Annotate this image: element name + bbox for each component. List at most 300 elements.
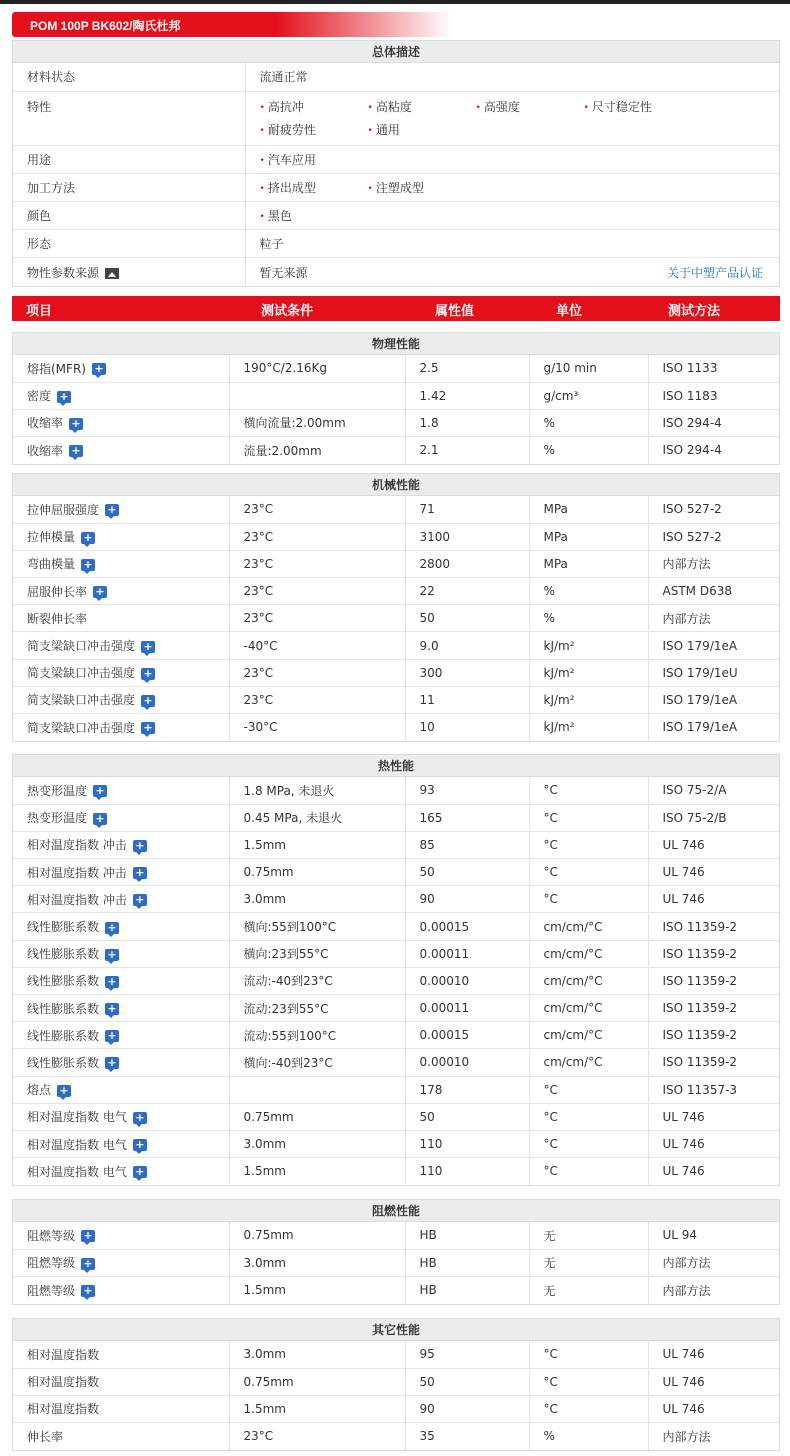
test-condition-cell (229, 1341, 405, 1368)
section-header: 机械性能 (13, 474, 779, 496)
property-value: HB (419, 1255, 437, 1270)
test-condition: 1.5mm (243, 1164, 286, 1179)
property-value: 71 (419, 502, 435, 517)
property-value-cell (405, 1103, 529, 1130)
test-condition: 0.45 MPa, 未退火 (243, 811, 343, 826)
unit: g/10 min (543, 361, 597, 376)
test-method-cell (648, 1158, 779, 1185)
property-section (12, 1318, 780, 1451)
feature-list (245, 91, 779, 145)
unit: 无 (543, 1228, 556, 1243)
test-method: ISO 294-4 (662, 443, 722, 458)
unit: kJ/m² (543, 720, 575, 735)
bullet-item: • 尺寸稳定性 (584, 98, 692, 115)
item-name-cell (13, 1076, 229, 1103)
add-comment-icon[interactable]: + (81, 1230, 95, 1242)
test-condition-cell (229, 1222, 405, 1249)
unit: % (543, 1429, 555, 1444)
item-name-cell (13, 1249, 229, 1276)
property-value-cell (405, 605, 529, 632)
table-row (13, 1276, 779, 1303)
table-row (13, 1158, 779, 1185)
item-name: 简支梁缺口冲击强度 (27, 720, 136, 735)
item-name: 屈服伸长率 (27, 584, 88, 599)
test-method-cell (648, 804, 779, 831)
test-condition-cell (229, 1423, 405, 1450)
unit: % (543, 584, 555, 599)
unit: cm/cm/°C (543, 919, 603, 934)
bullet-item: • 高粘度 (368, 98, 476, 115)
unit-cell (529, 859, 648, 886)
test-method: UL 746 (662, 865, 705, 880)
test-condition: 横向:23到55°C (243, 947, 329, 962)
item-name: 弯曲模量 (27, 557, 76, 572)
table-row (13, 437, 779, 464)
add-comment-icon[interactable]: + (105, 922, 119, 934)
test-condition: 0.75mm (243, 865, 294, 880)
unit-cell (529, 659, 648, 686)
property-value: 93 (419, 783, 435, 798)
row-label: 特性 (13, 91, 245, 145)
unit: °C (543, 1374, 558, 1389)
add-comment-icon[interactable]: + (93, 586, 107, 598)
test-method: ISO 11359-2 (662, 946, 738, 961)
certification-link[interactable]: 关于中塑产品认证 (666, 265, 763, 280)
property-value: 178 (419, 1082, 443, 1097)
table-row (13, 1341, 779, 1368)
test-condition-cell (229, 605, 405, 632)
unit-cell (529, 409, 648, 436)
unit-cell (529, 1130, 648, 1157)
item-name-cell (13, 1368, 229, 1395)
item-name-cell (13, 1022, 229, 1049)
test-condition-cell (229, 578, 405, 605)
add-comment-icon[interactable]: + (133, 867, 147, 879)
row-value (245, 202, 779, 230)
item-name: 熔指(MFR) (27, 361, 86, 376)
item-name-cell (13, 1276, 229, 1303)
test-method: ISO 75-2/B (662, 810, 727, 825)
item-name: 简支梁缺口冲击强度 (27, 639, 136, 654)
test-condition-cell (229, 831, 405, 858)
table-row (13, 496, 779, 523)
test-condition-cell (229, 1395, 405, 1422)
property-value: 50 (419, 1109, 435, 1124)
row-value (245, 258, 779, 286)
test-method: 内部方法 (662, 1429, 711, 1444)
item-name-cell (13, 995, 229, 1022)
test-method: UL 746 (662, 892, 705, 907)
test-method-cell (648, 1395, 779, 1422)
property-value-cell (405, 686, 529, 713)
test-condition: 23°C (243, 584, 274, 599)
test-condition: 1.8 MPa, 未退火 (243, 783, 335, 798)
add-comment-icon[interactable]: + (133, 1112, 147, 1124)
item-name: 相对温度指数 (27, 1375, 100, 1390)
property-value-cell (405, 714, 529, 741)
add-comment-icon[interactable]: + (105, 1003, 119, 1015)
test-condition-cell (229, 409, 405, 436)
table-row (13, 1368, 779, 1395)
test-method-cell (648, 886, 779, 913)
item-name-cell (13, 1341, 229, 1368)
test-condition-cell (229, 886, 405, 913)
test-method: ISO 11359-2 (662, 1055, 738, 1070)
unit: °C (543, 1109, 558, 1124)
table-row (13, 714, 779, 741)
add-comment-icon[interactable]: + (57, 391, 71, 403)
test-condition-cell (229, 1130, 405, 1157)
unit: °C (543, 783, 558, 798)
unit: g/cm³ (543, 388, 579, 403)
add-comment-icon[interactable]: + (93, 813, 107, 825)
property-value: 0.00011 (419, 946, 470, 961)
property-value: 11 (419, 692, 435, 707)
add-comment-icon[interactable]: + (105, 1030, 119, 1042)
image-icon[interactable] (105, 268, 119, 279)
property-value-cell (405, 382, 529, 409)
property-value: 50 (419, 611, 435, 626)
table-row (13, 967, 779, 994)
property-value: 2.5 (419, 361, 439, 376)
unit: % (543, 611, 555, 626)
test-condition-cell (229, 1158, 405, 1185)
table-row (13, 1249, 779, 1276)
unit-cell (529, 777, 648, 804)
table-row (13, 409, 779, 436)
item-name: 线性膨胀系数 (27, 1028, 100, 1043)
item-name-cell (13, 859, 229, 886)
unit: 无 (543, 1283, 556, 1298)
property-value-cell (405, 578, 529, 605)
add-comment-icon[interactable]: + (105, 976, 119, 988)
item-name-cell (13, 913, 229, 940)
test-condition: 190°C/2.16Kg (243, 361, 328, 376)
property-value: 85 (419, 837, 435, 852)
property-value-cell (405, 1222, 529, 1249)
property-value-cell (405, 1049, 529, 1076)
test-condition-cell (229, 496, 405, 523)
add-comment-icon[interactable]: + (105, 504, 119, 516)
property-value: 1.42 (419, 388, 447, 403)
add-comment-icon[interactable]: + (141, 722, 155, 734)
row-value: 粒子 (245, 230, 779, 258)
item-name: 伸长率 (27, 1429, 64, 1444)
add-comment-icon[interactable]: + (81, 559, 95, 571)
item-name: 热变形温度 (27, 783, 88, 798)
test-method-cell (648, 1341, 779, 1368)
table-row (13, 230, 779, 258)
table-row (13, 1395, 779, 1422)
row-label (13, 258, 245, 286)
item-name-cell (13, 831, 229, 858)
test-condition-cell (229, 1022, 405, 1049)
test-condition-cell (229, 913, 405, 940)
property-value: 22 (419, 584, 435, 599)
test-condition: 23°C (243, 1429, 274, 1444)
test-condition: -30°C (243, 720, 278, 735)
test-condition-cell (229, 995, 405, 1022)
bullet-item: • 高抗冲 (260, 98, 368, 115)
add-comment-icon[interactable]: + (69, 445, 83, 457)
unit: MPa (543, 556, 568, 571)
item-name-cell (13, 804, 229, 831)
property-value: 50 (419, 865, 435, 880)
unit: 无 (543, 1256, 556, 1271)
item-name-cell (13, 686, 229, 713)
item-name: 熔点 (27, 1083, 52, 1098)
test-method-cell (648, 437, 779, 464)
add-comment-icon[interactable]: + (81, 1285, 95, 1297)
property-value: 300 (419, 665, 443, 680)
add-comment-icon[interactable]: + (141, 641, 155, 653)
property-value: 0.00015 (419, 1028, 470, 1043)
item-name-cell (13, 1222, 229, 1249)
test-method: ISO 179/1eA (662, 720, 738, 735)
test-method-cell (648, 1076, 779, 1103)
table-row (13, 1222, 779, 1249)
property-value: 0.00010 (419, 973, 470, 988)
item-name-cell (13, 967, 229, 994)
test-method: UL 746 (662, 1164, 705, 1179)
add-comment-icon[interactable]: + (105, 949, 119, 961)
property-value: 0.00015 (419, 919, 470, 934)
unit: °C (543, 1401, 558, 1416)
test-condition: 1.5mm (243, 1401, 286, 1416)
test-method-cell (648, 1103, 779, 1130)
unit-cell (529, 1103, 648, 1130)
add-comment-icon[interactable]: + (133, 894, 147, 906)
unit-cell (529, 496, 648, 523)
item-name-cell (13, 437, 229, 464)
unit-cell (529, 913, 648, 940)
add-comment-icon[interactable]: + (93, 785, 107, 797)
item-name: 相对温度指数 电气 (27, 1137, 127, 1152)
item-name: 相对温度指数 电气 (27, 1164, 127, 1179)
column-header: 属性值 (435, 304, 475, 319)
general-table (13, 63, 779, 286)
test-condition: 横向:-40到23°C (243, 1055, 333, 1070)
table-row (13, 940, 779, 967)
property-value-cell (405, 1395, 529, 1422)
bullet-item: • 通用 (368, 121, 476, 138)
test-condition: 3.0mm (243, 1255, 286, 1270)
test-method-cell (648, 859, 779, 886)
item-name-cell (13, 605, 229, 632)
add-comment-icon[interactable]: + (81, 1258, 95, 1270)
test-condition-cell (229, 1249, 405, 1276)
unit-cell (529, 1022, 648, 1049)
test-method: UL 746 (662, 837, 705, 852)
row-label: 加工方法 (13, 173, 245, 201)
test-method: 内部方法 (662, 1283, 711, 1298)
add-comment-icon[interactable]: + (133, 1139, 147, 1151)
test-condition: -40°C (243, 638, 278, 653)
property-value-cell (405, 1276, 529, 1303)
table-row (13, 913, 779, 940)
test-condition-cell (229, 967, 405, 994)
unit: cm/cm/°C (543, 1028, 603, 1043)
table-row (13, 777, 779, 804)
table-row (13, 173, 779, 201)
add-comment-icon[interactable]: + (92, 363, 106, 375)
item-name-cell (13, 1049, 229, 1076)
property-value-cell (405, 1341, 529, 1368)
test-condition: 23°C (243, 611, 274, 626)
unit: °C (543, 892, 558, 907)
test-condition-cell (229, 1368, 405, 1395)
item-name: 线性膨胀系数 (27, 974, 100, 989)
test-method: ISO 11357-3 (662, 1082, 738, 1097)
property-value-cell (405, 886, 529, 913)
table-row (13, 831, 779, 858)
test-method-cell (648, 1276, 779, 1303)
test-method-cell (648, 550, 779, 577)
property-value: 165 (419, 810, 443, 825)
property-table (13, 496, 779, 741)
test-condition-cell (229, 777, 405, 804)
test-condition: 流量:2.00mm (243, 443, 322, 458)
product-title: POM 100P BK602/陶氏杜邦 (30, 19, 181, 33)
property-value: 10 (419, 720, 435, 735)
bullet-item: • 注塑成型 (368, 179, 476, 196)
property-value-cell (405, 831, 529, 858)
row-value (245, 173, 779, 201)
test-method-cell (648, 831, 779, 858)
unit-cell (529, 578, 648, 605)
table-row (13, 632, 779, 659)
table-row (13, 605, 779, 632)
table-row (13, 1103, 779, 1130)
item-name-cell (13, 1423, 229, 1450)
add-comment-icon[interactable]: + (141, 695, 155, 707)
test-method: ISO 75-2/A (662, 783, 727, 798)
test-condition: 23°C (243, 529, 274, 544)
test-method-cell (648, 1423, 779, 1450)
property-value: 0.00010 (419, 1055, 470, 1070)
item-name: 阻燃等级 (27, 1283, 76, 1298)
property-value-cell (405, 496, 529, 523)
test-condition: 横向流量:2.00mm (243, 416, 346, 431)
test-method-cell (648, 913, 779, 940)
unit: % (543, 415, 555, 430)
property-value: HB (419, 1283, 437, 1298)
test-condition-cell (229, 1276, 405, 1303)
bullet-item: • 黑色 (260, 207, 368, 224)
add-comment-icon[interactable]: + (57, 1085, 71, 1097)
table-row (13, 258, 779, 286)
table-row (13, 523, 779, 550)
property-value: HB (419, 1228, 437, 1243)
test-condition: 3.0mm (243, 892, 286, 907)
table-row (13, 550, 779, 577)
test-method: ISO 11359-2 (662, 919, 738, 934)
test-method-cell (648, 659, 779, 686)
test-condition-cell (229, 632, 405, 659)
test-method: ISO 294-4 (662, 415, 722, 430)
item-name: 断裂伸长率 (27, 611, 88, 626)
source-value: 暂无来源 (259, 265, 308, 280)
item-name-cell (13, 578, 229, 605)
unit-cell (529, 605, 648, 632)
test-method-cell (648, 605, 779, 632)
item-name-cell (13, 777, 229, 804)
unit: kJ/m² (543, 638, 575, 653)
add-comment-icon[interactable]: + (133, 840, 147, 852)
test-method-cell (648, 777, 779, 804)
unit: cm/cm/°C (543, 946, 603, 961)
test-method-cell (648, 409, 779, 436)
add-comment-icon[interactable]: + (69, 418, 83, 430)
table-row (13, 804, 779, 831)
item-name-cell (13, 550, 229, 577)
add-comment-icon[interactable]: + (133, 1166, 147, 1178)
add-comment-icon[interactable]: + (81, 532, 95, 544)
test-condition-cell (229, 859, 405, 886)
unit: cm/cm/°C (543, 973, 603, 988)
test-method-cell (648, 1222, 779, 1249)
item-name: 简支梁缺口冲击强度 (27, 666, 136, 681)
test-condition-cell (229, 1103, 405, 1130)
row-label: 用途 (13, 145, 245, 173)
table-row (13, 1130, 779, 1157)
test-condition: 23°C (243, 692, 274, 707)
add-comment-icon[interactable]: + (105, 1057, 119, 1069)
unit-cell (529, 1249, 648, 1276)
test-condition-cell (229, 382, 405, 409)
unit: °C (543, 1082, 558, 1097)
item-name: 相对温度指数 电气 (27, 1110, 127, 1125)
table-row (13, 382, 779, 409)
test-condition-cell (229, 714, 405, 741)
test-method-cell (648, 1130, 779, 1157)
property-value-cell (405, 859, 529, 886)
table-row (13, 145, 779, 173)
test-condition-cell (229, 686, 405, 713)
test-condition: 流动:55到100°C (243, 1028, 337, 1043)
unit: % (543, 443, 555, 458)
table-row (13, 578, 779, 605)
property-value-cell (405, 995, 529, 1022)
property-section (12, 332, 780, 465)
unit-cell (529, 967, 648, 994)
test-method: ASTM D638 (662, 584, 732, 599)
unit-cell (529, 550, 648, 577)
property-table (13, 1222, 779, 1304)
table-row (13, 659, 779, 686)
test-condition: 0.75mm (243, 1374, 294, 1389)
property-value-cell (405, 659, 529, 686)
item-name-cell (13, 1158, 229, 1185)
test-condition: 3.0mm (243, 1347, 286, 1362)
test-method: ISO 1133 (662, 361, 718, 376)
column-header: 测试条件 (261, 304, 314, 319)
add-comment-icon[interactable]: + (141, 668, 155, 680)
unit-cell (529, 995, 648, 1022)
test-method: ISO 527-2 (662, 529, 722, 544)
property-value-cell (405, 940, 529, 967)
property-value: 110 (419, 1164, 443, 1179)
test-method-cell (648, 967, 779, 994)
unit: cm/cm/°C (543, 1055, 603, 1070)
unit: MPa (543, 529, 568, 544)
property-value: 90 (419, 1401, 435, 1416)
item-name: 线性膨胀系数 (27, 1001, 100, 1016)
unit-cell (529, 382, 648, 409)
property-value: 35 (419, 1429, 435, 1444)
item-name: 阻燃等级 (27, 1256, 76, 1271)
test-method: UL 746 (662, 1137, 705, 1152)
